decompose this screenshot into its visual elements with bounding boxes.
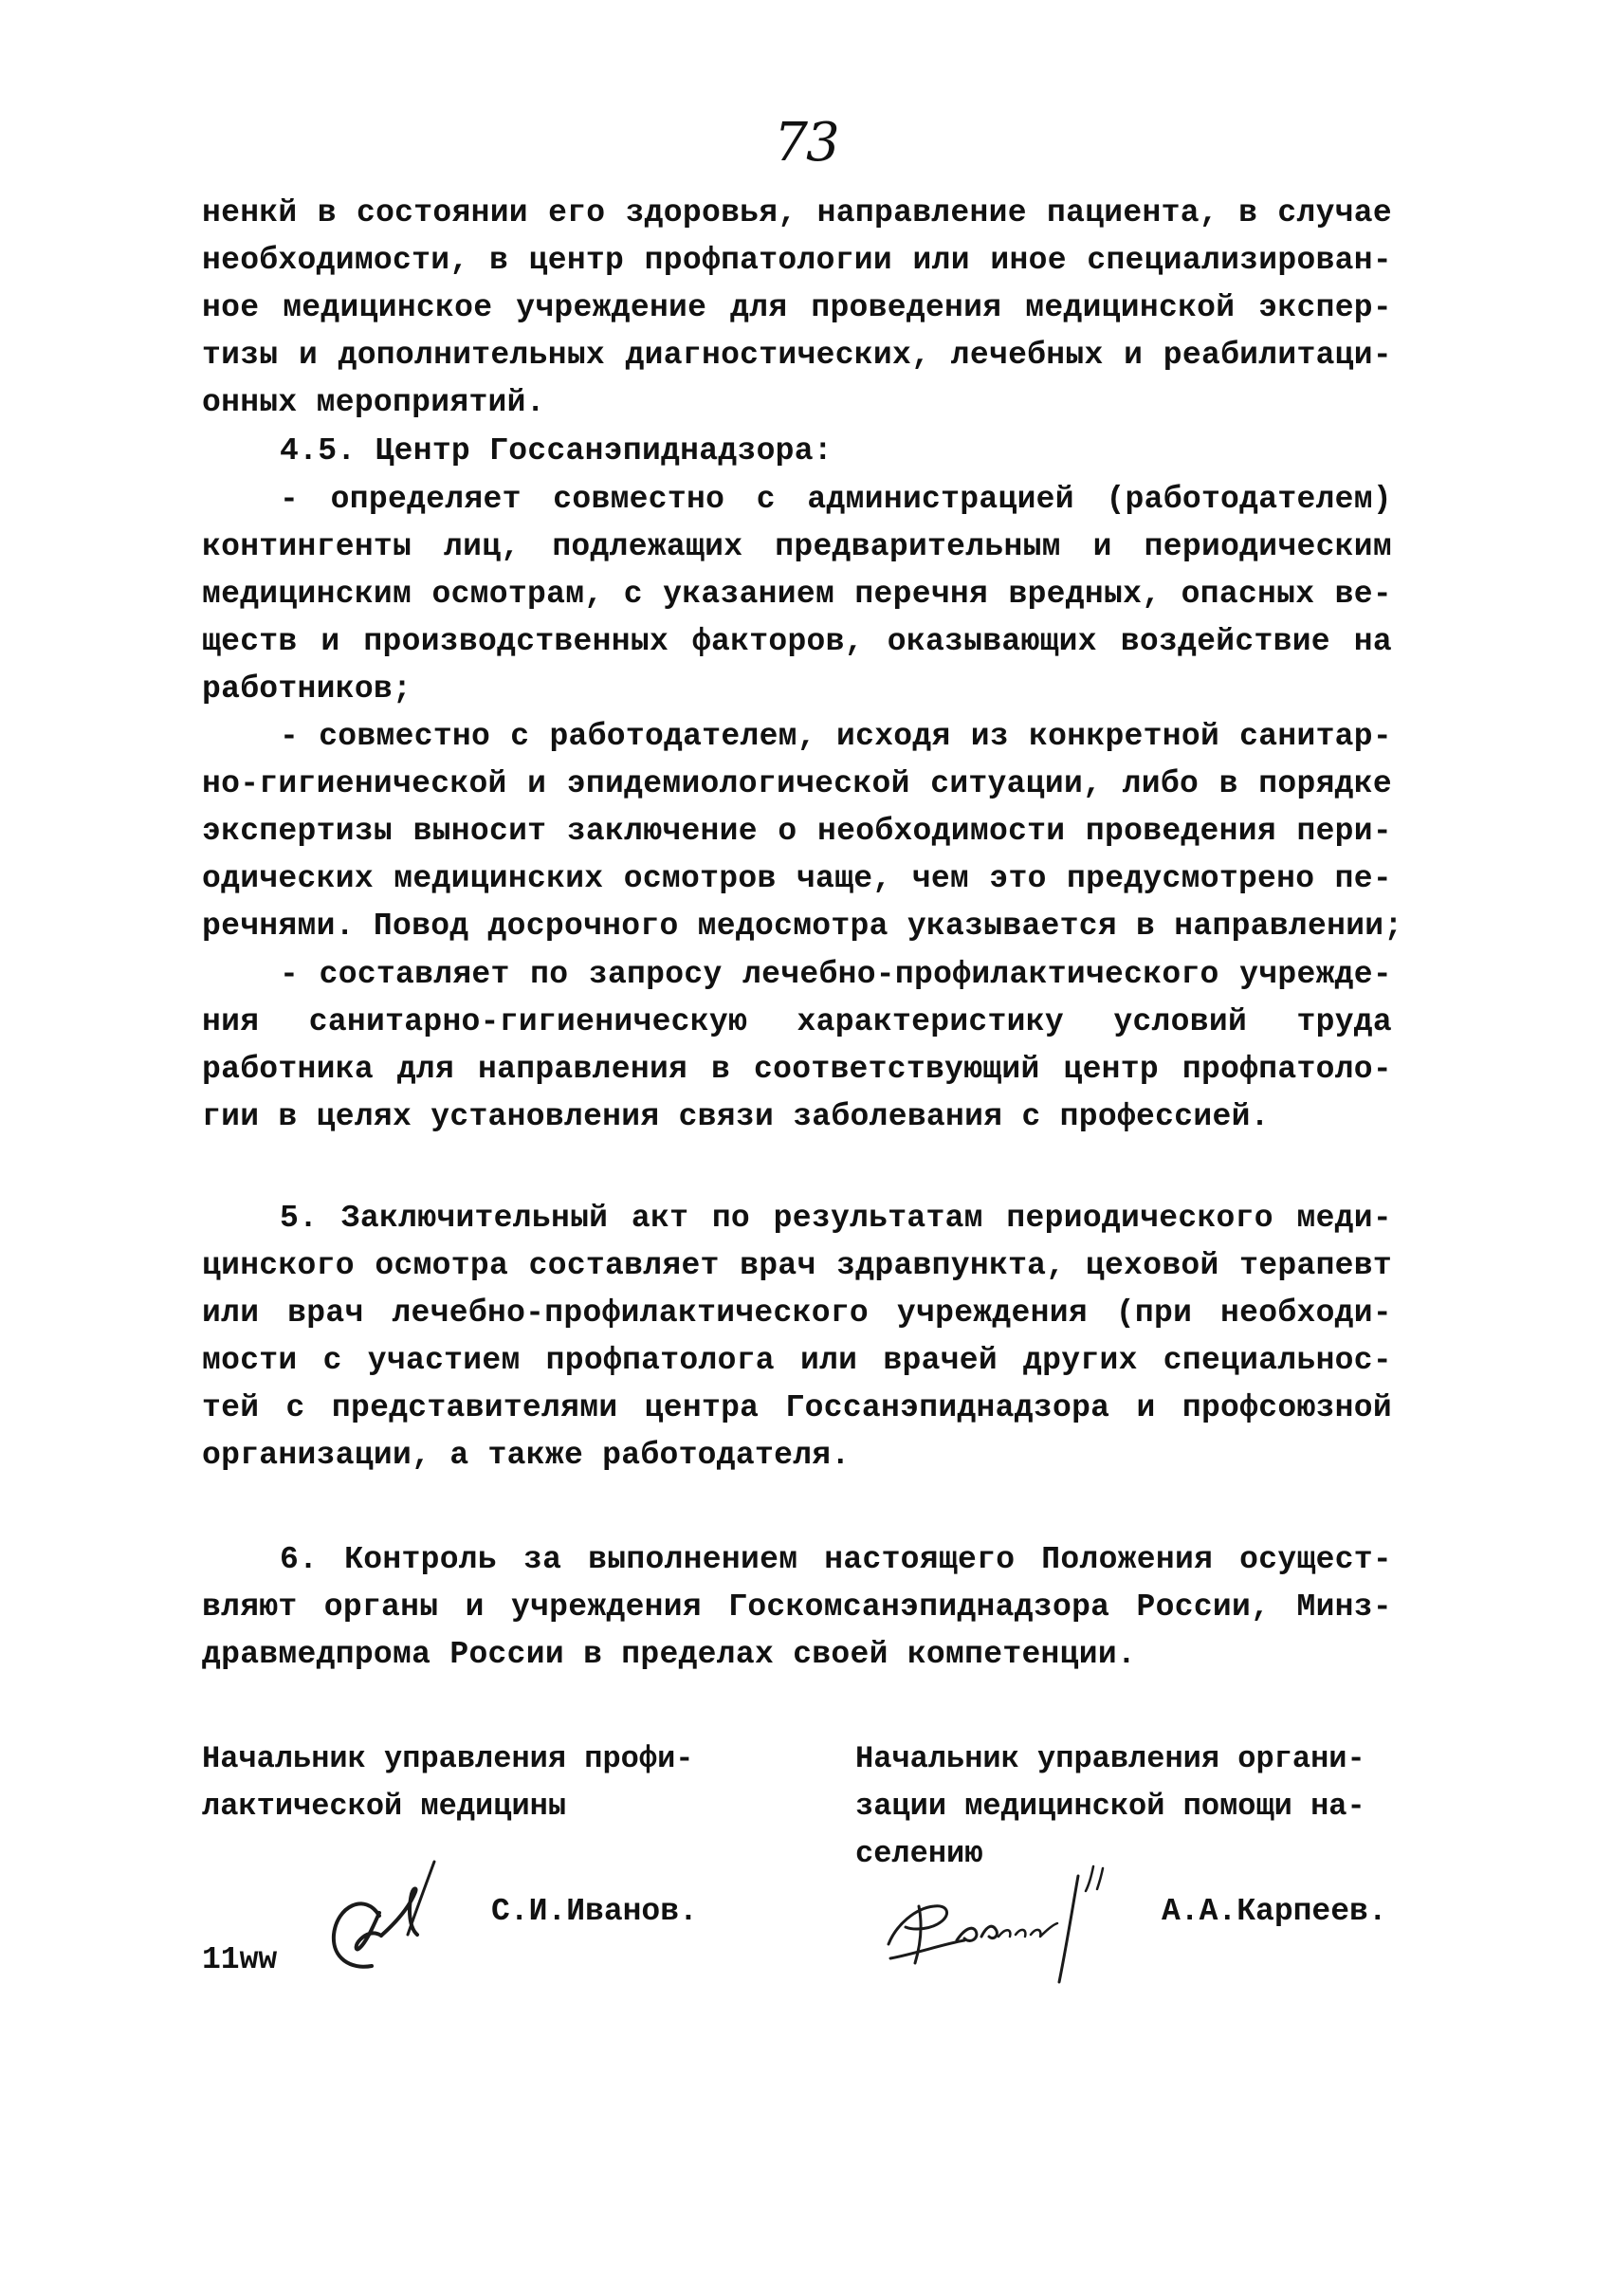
- text-line: работника для направления в соответствующий центр профпатоло-: [202, 1052, 1392, 1087]
- text-line: контингенты лиц, подлежащих предварительным и периодическим: [202, 529, 1392, 564]
- signatory-name-left: С.И.Иванов.: [491, 1894, 698, 1929]
- signatory-title-line: селению: [855, 1836, 983, 1871]
- text-line: вляют органы и учреждения Госкомсанэпиднадзора России, Минз-: [202, 1589, 1392, 1625]
- text-line: - определяет совместно с администрацией (работодателем): [280, 482, 1392, 517]
- text-line: - составляет по запросу лечебно-профилактического учрежде-: [280, 957, 1392, 992]
- text-line: тей с представителями центра Госсанэпиднадзора и профсоюзной: [202, 1390, 1392, 1425]
- text-line: 6. Контроль за выполнением настоящего Положения осущест-: [280, 1542, 1392, 1577]
- text-line: но-гигиенической и эпидемиологической ситуации, либо в порядке: [202, 766, 1392, 801]
- text-line: цинского осмотра составляет врач здравпункта, цеховой терапевт: [202, 1248, 1392, 1283]
- text-line: ществ и производственных факторов, оказывающих воздействие на: [202, 624, 1392, 659]
- text-line: онных мероприятий.: [202, 385, 545, 420]
- page-number: 73: [774, 112, 838, 174]
- text-line: 5. Заключительный акт по результатам периодического меди-: [280, 1201, 1392, 1236]
- text-line: организации, а также работодателя.: [202, 1438, 851, 1473]
- section-4-5-heading: 4.5. Центр Госсанэпиднадзора:: [280, 433, 833, 468]
- text-line: речнями. Повод досрочного медосмотра указывается в направлении;: [202, 909, 1403, 944]
- text-line: или врач лечебно-профилактического учреждения (при необходи-: [202, 1295, 1392, 1331]
- handwritten-signature-right: [877, 1849, 1152, 1992]
- text-line: гии в целях установления связи заболевания с профессией.: [202, 1099, 1270, 1134]
- text-line: дравмедпрома России в пределах своей компетенции.: [202, 1637, 1137, 1672]
- text-line: ное медицинское учреждение для проведения медицинской экспер-: [202, 290, 1392, 325]
- signatory-title-line: зации медицинской помощи на-: [855, 1789, 1365, 1824]
- document-mark: 11ww: [202, 1942, 278, 1977]
- text-line: экспертизы выносит заключение о необходимости проведения пери-: [202, 814, 1392, 849]
- text-line: работников;: [202, 671, 412, 707]
- text-line: необходимости, в центр профпатологии или иное специализирован-: [202, 243, 1392, 278]
- text-line: мости с участием профпатолога или врачей других специальнос-: [202, 1343, 1392, 1378]
- handwritten-signature-left: [313, 1854, 465, 1996]
- signatory-title-line: лактической медицины: [202, 1789, 567, 1824]
- signatory-title-line: Начальник управления органи-: [855, 1741, 1365, 1776]
- text-line: медицинским осмотрам, с указанием перечня вредных, опасных ве-: [202, 577, 1392, 612]
- text-line: - совместно с работодателем, исходя из конкретной санитар-: [280, 719, 1392, 754]
- text-line: одических медицинских осмотров чаще, чем это предусмотрено пе-: [202, 861, 1392, 896]
- signatory-name-right: А.А.Карпеев.: [1162, 1894, 1387, 1929]
- text-line: тизы и дополнительных диагностических, лечебных и реабилитаци-: [202, 338, 1392, 373]
- text-line: ненкй в состоянии его здоровья, направление пациента, в случае: [202, 195, 1392, 230]
- text-line: ния санитарно-гигиеническую характеристику условий труда: [202, 1004, 1392, 1039]
- signatory-title-line: Начальник управления профи-: [202, 1741, 694, 1776]
